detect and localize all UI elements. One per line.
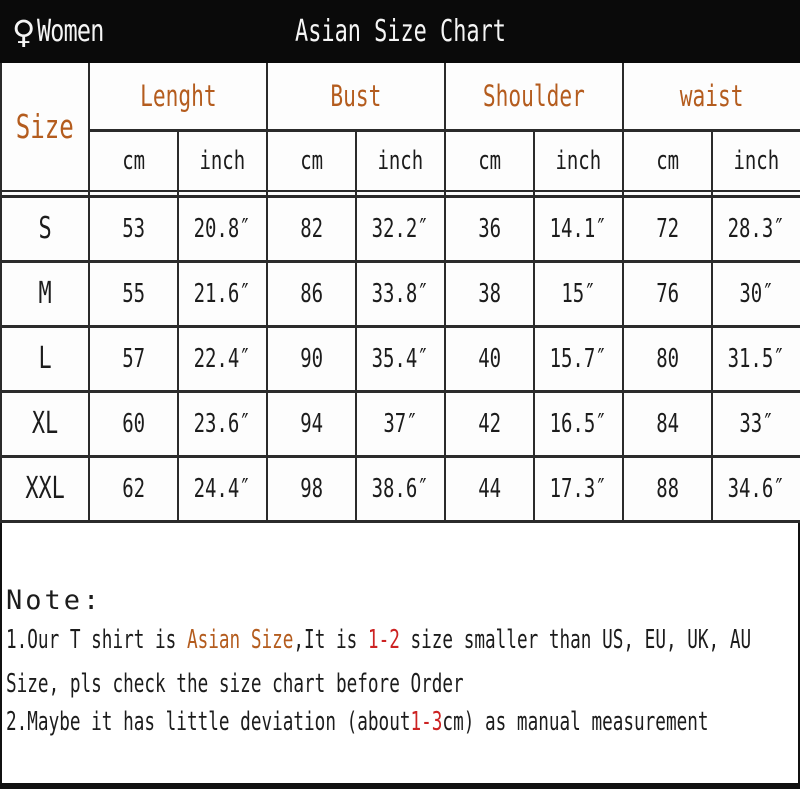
measurement-value: 24.4″ xyxy=(193,473,252,504)
header-bar xyxy=(0,0,800,63)
measurement-cell xyxy=(445,456,534,521)
measurement-cell xyxy=(712,456,800,521)
measurement-cell xyxy=(623,456,712,521)
unit-header-inch xyxy=(712,130,800,191)
measurement-value: 17.3″ xyxy=(549,473,608,504)
note-line-1-post: size smaller than US, EU, UK, AU xyxy=(399,624,752,655)
measurement-value: 72 xyxy=(656,213,679,244)
measurement-value: 33″ xyxy=(739,408,774,439)
size-label-text: M xyxy=(38,276,52,311)
table-row-xxl xyxy=(1,456,800,521)
measurement-cell xyxy=(623,326,712,391)
note-line-3-text xyxy=(6,707,709,737)
measurement-cell xyxy=(623,196,712,261)
measurement-value: 15″ xyxy=(561,278,596,309)
size-label-xl xyxy=(1,391,89,456)
measurement-cell xyxy=(89,391,178,456)
column-group-length-text: Lenght xyxy=(139,78,217,113)
measurement-cell xyxy=(178,326,267,391)
note-line-3 xyxy=(6,707,800,737)
size-label-text: XL xyxy=(31,406,59,441)
measurement-value: 22.4″ xyxy=(193,343,252,374)
measurement-cell xyxy=(445,326,534,391)
measurement-cell xyxy=(534,456,623,521)
column-group-waist-text: waist xyxy=(680,78,744,113)
table-row-l xyxy=(1,326,800,391)
measurement-cell xyxy=(89,456,178,521)
unit-text: inch xyxy=(733,145,780,176)
measurement-cell xyxy=(623,391,712,456)
measurement-value: 40 xyxy=(478,343,501,374)
unit-header-cm xyxy=(267,130,356,191)
column-group-bust-text: Bust xyxy=(330,78,382,113)
size-label-s xyxy=(1,196,89,261)
unit-text: cm xyxy=(122,145,145,176)
size-corner-label xyxy=(1,63,89,191)
note-section xyxy=(0,523,800,783)
unit-header-cm xyxy=(89,130,178,191)
note-line-3-pre: 2.Maybe it has little deviation (about xyxy=(6,706,411,737)
unit-header-cm xyxy=(445,130,534,191)
measurement-cell xyxy=(178,261,267,326)
measurement-value: 30″ xyxy=(739,278,774,309)
measurement-value: 37″ xyxy=(383,408,418,439)
note-line-3-post: cm) as manual measurement xyxy=(442,706,709,737)
deviation-highlight: 1-3 xyxy=(410,706,443,737)
measurement-value: 23.6″ xyxy=(193,408,252,439)
female-icon: ♀ xyxy=(12,12,36,51)
measurement-cell xyxy=(89,196,178,261)
measurement-cell xyxy=(534,391,623,456)
measurement-cell xyxy=(178,456,267,521)
size-label-text: XXL xyxy=(25,471,65,506)
measurement-value: 15.7″ xyxy=(549,343,608,374)
measurement-value: 53 xyxy=(122,213,145,244)
unit-header-cm xyxy=(623,130,712,191)
unit-header-inch xyxy=(178,130,267,191)
page-title-text: Asian Size Chart xyxy=(294,14,506,49)
unit-header-inch xyxy=(356,130,445,191)
measurement-cell xyxy=(267,326,356,391)
measurement-cell xyxy=(623,261,712,326)
column-group-shoulder-text: Shoulder xyxy=(483,78,586,113)
measurement-value: 33.8″ xyxy=(371,278,430,309)
note-line-2-text: Size, pls check the size chart before Order xyxy=(6,668,464,699)
size-difference-highlight: 1-2 xyxy=(367,624,400,655)
size-chart-table xyxy=(0,63,800,523)
measurement-value: 31.5″ xyxy=(727,343,786,374)
table-row-s xyxy=(1,196,800,261)
measurement-value: 55 xyxy=(122,278,145,309)
unit-text: inch xyxy=(377,145,424,176)
column-group-bust xyxy=(267,63,445,130)
group-header-row xyxy=(1,63,800,130)
measurement-cell xyxy=(89,261,178,326)
measurement-cell xyxy=(356,326,445,391)
note-title: Note: xyxy=(6,584,103,616)
measurement-cell xyxy=(178,391,267,456)
measurement-value: 94 xyxy=(300,408,323,439)
women-text: Women xyxy=(37,14,104,49)
measurement-cell xyxy=(534,261,623,326)
size-label-text: L xyxy=(38,341,52,376)
measurement-value: 16.5″ xyxy=(549,408,608,439)
measurement-value: 84 xyxy=(656,408,679,439)
table-row-m xyxy=(1,261,800,326)
measurement-value: 98 xyxy=(300,473,323,504)
women-label xyxy=(12,0,123,63)
unit-text: cm xyxy=(300,145,323,176)
asian-size-highlight: Asian Size xyxy=(186,624,294,655)
measurement-value: 86 xyxy=(300,278,323,309)
measurement-cell xyxy=(178,196,267,261)
measurement-value: 38 xyxy=(478,278,501,309)
measurement-value: 34.6″ xyxy=(727,473,786,504)
measurement-value: 60 xyxy=(122,408,145,439)
measurement-cell xyxy=(356,391,445,456)
measurement-cell xyxy=(267,391,356,456)
measurement-cell xyxy=(356,456,445,521)
note-line-1-mid: ,It is xyxy=(293,624,368,655)
unit-header-inch xyxy=(534,130,623,191)
column-group-length xyxy=(89,63,267,130)
size-corner-text: Size xyxy=(15,107,75,146)
unit-text: inch xyxy=(199,145,246,176)
measurement-value: 36 xyxy=(478,213,501,244)
measurement-cell xyxy=(356,261,445,326)
bottom-divider-bar xyxy=(0,783,800,789)
measurement-cell xyxy=(356,196,445,261)
column-group-waist xyxy=(623,63,800,130)
measurement-value: 44 xyxy=(478,473,501,504)
column-group-shoulder xyxy=(445,63,623,130)
measurement-cell xyxy=(534,196,623,261)
unit-text: inch xyxy=(555,145,602,176)
unit-header-row xyxy=(1,130,800,191)
measurement-value: 57 xyxy=(122,343,145,374)
measurement-cell xyxy=(445,391,534,456)
unit-text: cm xyxy=(656,145,679,176)
measurement-value: 42 xyxy=(478,408,501,439)
size-label-xxl xyxy=(1,456,89,521)
measurement-cell xyxy=(267,456,356,521)
measurement-cell xyxy=(267,261,356,326)
measurement-cell xyxy=(267,196,356,261)
measurement-value: 28.3″ xyxy=(727,213,786,244)
measurement-value: 88 xyxy=(656,473,679,504)
note-line-1-text xyxy=(6,625,751,655)
measurement-value: 80 xyxy=(656,343,679,374)
measurement-cell xyxy=(445,261,534,326)
measurement-cell xyxy=(712,196,800,261)
measurement-cell xyxy=(89,326,178,391)
table-row-xl xyxy=(1,391,800,456)
measurement-cell xyxy=(712,391,800,456)
measurement-cell xyxy=(712,326,800,391)
measurement-value: 62 xyxy=(122,473,145,504)
measurement-cell xyxy=(445,196,534,261)
measurement-value: 32.2″ xyxy=(371,213,430,244)
size-label-m xyxy=(1,261,89,326)
note-line-1 xyxy=(6,625,800,655)
measurement-value: 38.6″ xyxy=(371,473,430,504)
size-label-l xyxy=(1,326,89,391)
measurement-value: 35.4″ xyxy=(371,343,430,374)
measurement-value: 76 xyxy=(656,278,679,309)
measurement-cell xyxy=(534,326,623,391)
note-line-2 xyxy=(6,669,679,699)
measurement-value: 14.1″ xyxy=(549,213,608,244)
measurement-value: 82 xyxy=(300,213,323,244)
unit-text: cm xyxy=(478,145,501,176)
measurement-value: 90 xyxy=(300,343,323,374)
measurement-value: 20.8″ xyxy=(193,213,252,244)
note-line-1-pre: 1.Our T shirt is xyxy=(6,624,187,655)
measurement-value: 21.6″ xyxy=(193,278,252,309)
measurement-cell xyxy=(712,261,800,326)
size-label-text: S xyxy=(38,211,52,246)
